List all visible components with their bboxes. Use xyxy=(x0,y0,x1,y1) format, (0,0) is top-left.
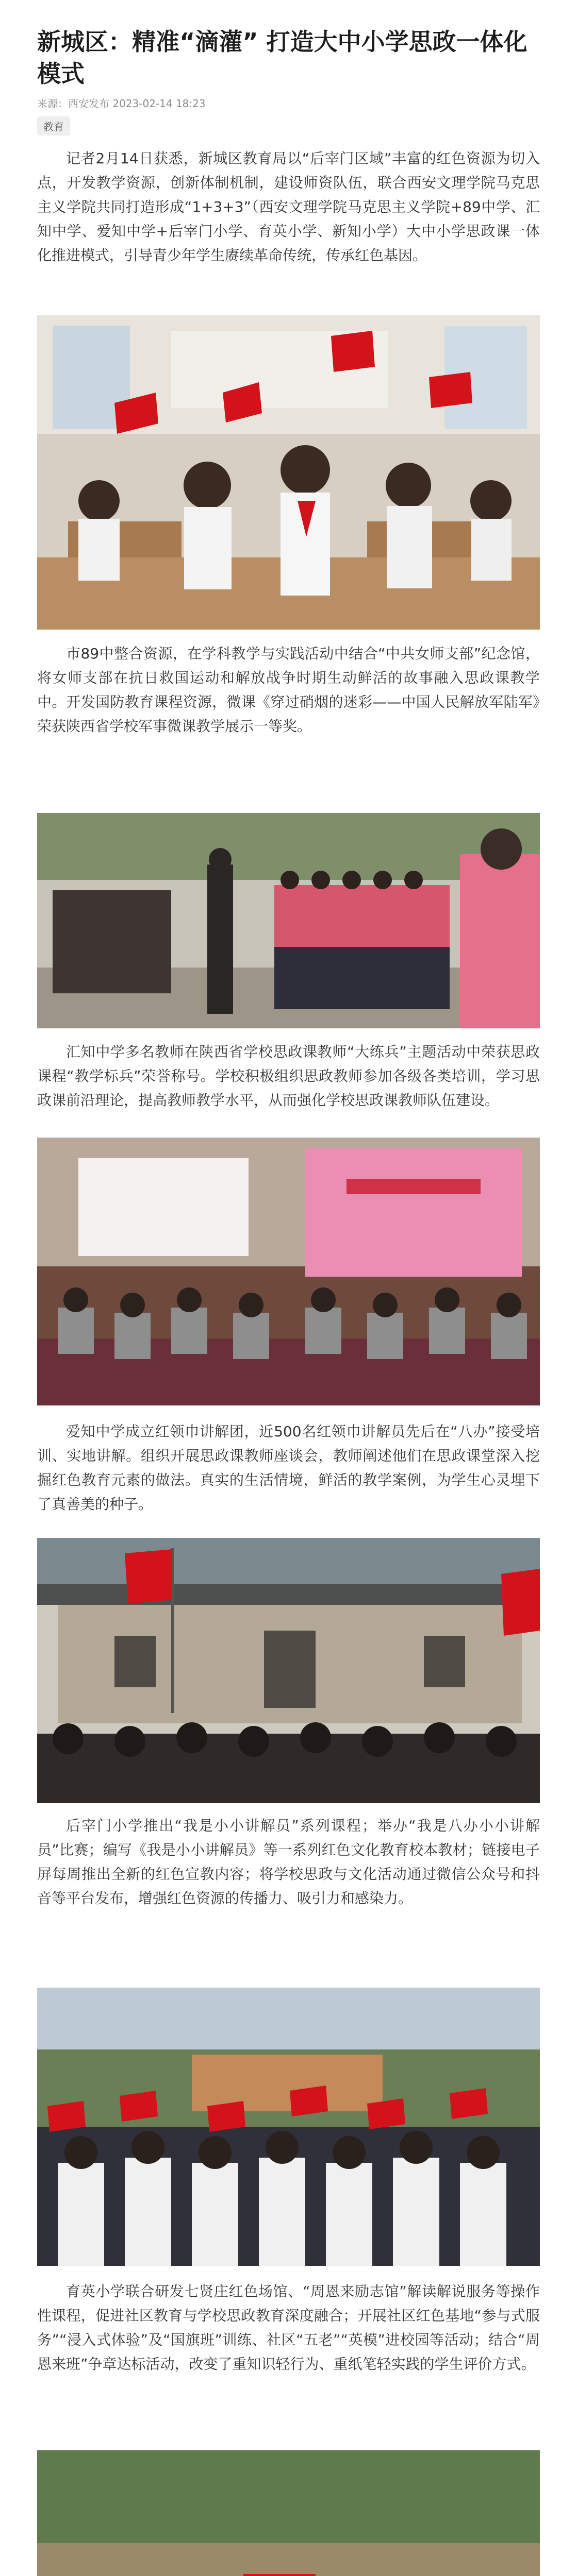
article-title: 新城区：精准“滴灌” 打造大中小学思政一体化模式 xyxy=(37,28,527,88)
photo-gallery-visit xyxy=(37,2450,540,2576)
category-tag[interactable]: 教育 xyxy=(37,116,70,135)
paragraph-4: 爱知中学成立红领巾讲解团，近500名红领巾讲解员先后在“八办”接受培训、实地讲解。组织开展思政课教师座谈会，教师阐述他们在思政课堂深入挖掘红色教育元素的做法。真实的生活情境，鲜活的教学案例，为学生心灵埋下了真善美的种子。 xyxy=(37,1423,540,1513)
photo-memorial-students xyxy=(37,813,540,1028)
article-meta: 来源：西安发布 2023-02-14 18:23 xyxy=(37,97,206,110)
photo-courtyard-flag xyxy=(37,1538,540,1803)
photo-students-flags-outdoor xyxy=(37,1988,540,2266)
paragraph-5: 后宰门小学推出“我是小小讲解员”系列课程；举办“我是八办小小讲解员”比赛；编写《我是小小讲解员》等一系列红色文化教育校本教材；链接电子屏每周推出全新的红色宣教内容；将学校思政与文化活动通过微信公众号和抖音等平台发布，增强红色资源的传播力、吸引力和感染力。 xyxy=(37,1817,540,1907)
paragraph-6: 育英小学联合研发七贤庄红色场馆、“周恩来励志馆”解读解说服务等操作性课程，促进社区教育与学校思政教育深度融合；开展社区红色基地“参与式服务”“浸入式体验”及“国旗班”训练、社区“五老”“英模”进校园等活动；结合“周恩来班”争章达标活动，改变了重知识轻行为、重纸笔轻实践的学生评价方式。 xyxy=(37,2283,540,2372)
paragraph-3: 汇知中学多名教师在陕西省学校思政课教师“大练兵”主题活动中荣获思政课程“教学标兵”荣誉称号。学校积极组织思政教师参加各级各类培训，学习思政课前沿理论，提高教师教学水平，从而强化学校思政课教师队伍建设。 xyxy=(37,1043,540,1109)
paragraph-2: 市89中整合资源，在学科教学与实践活动中结合“中共女师支部”纪念馆，将女师支部在抗日救国运动和解放战争时期生动鲜活的故事融入思政课教学中。开发国防教育课程资源，微课《穿过硝烟的迷彩——中国人民解放军陆军》荣获陕西省学校军事微课教学展示一等奖。 xyxy=(37,645,540,735)
paragraph-1: 记者2月14日获悉，新城区教育局以“后宰门区域”丰富的红色资源为切入点，开发教学资源，创新体制机制，建设师资队伍，联合西安文理学院马克思主义学院共同打造形成“1+3+3”（西安文理学院马克思主义学院+89中学、汇知中学、爱知中学+后宰门小学、育英小学、新知小学）大中小学思政课一体化推进模式，引导青少年学生赓续革命传统，传承红色基因。 xyxy=(37,150,540,264)
photo-classroom-flags xyxy=(37,315,540,630)
photo-lecture-hall xyxy=(37,1138,540,1405)
